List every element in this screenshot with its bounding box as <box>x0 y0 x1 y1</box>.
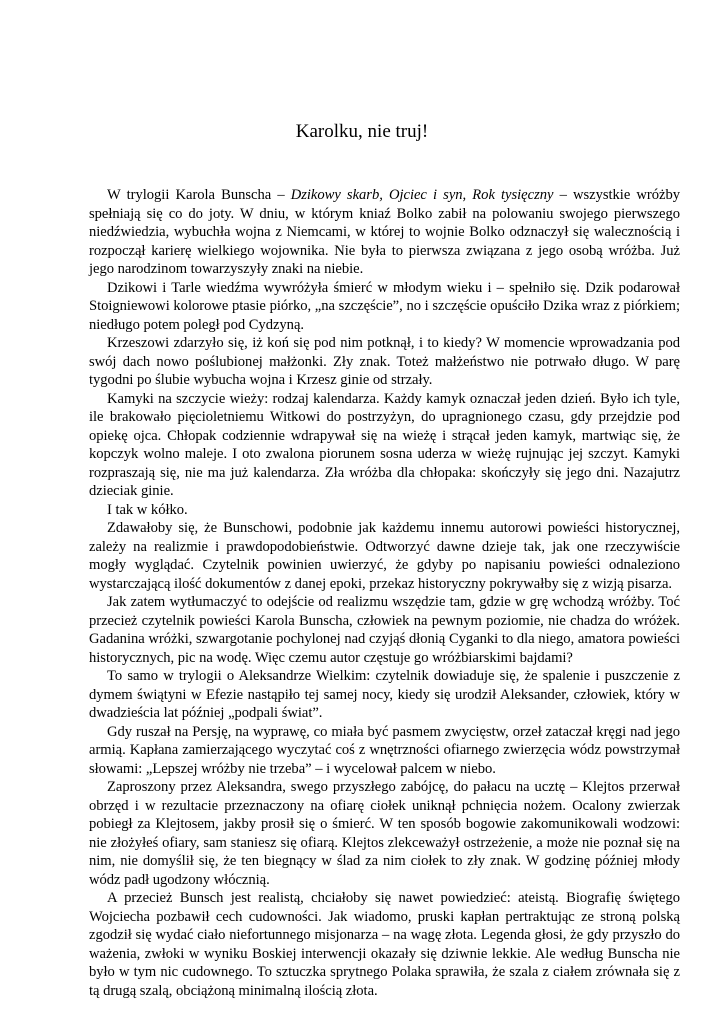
paragraph-11: A przecież Bunsch jest realistą, chciałoby się nawet powiedzieć: ateistą. Biografię świętego Wojciecha pozbawił cech cudowności. Jak wiadomo, pruski kapłan pertraktując ze stroną polską zgodził się wydać ciało niefortunnego misjonarza – na wagę złota. Legenda głosi, że gdy przyszło do ważenia, zwłoki w wyniku Boskiej interwencji okazały się dziwnie lekkie. Ale według Bunscha nie było w tym nic cudownego. To sztuczka sprytnego Polaka sprawiła, że szala z ciałem zrównała się z tą drugą szalą, obciążoną minimalną ilością złota. <box>89 890 680 999</box>
paragraph-1-rest: – wszystkie wróżby spełniają się co do joty. W dniu, w którym kniaź Bolko zabił na polowaniu swojego pierwszego niedźwiedzia, wybuchła wojna z Niemcami, w której to wojnie Bolko odznaczył się walecznością i rozpoczął karierę wielkiego wojownika. Nie była to pierwsza związana z jego osobą wróżba. Już jego narodzinom towarzyszyły znaki na niebie. <box>89 187 680 277</box>
paragraph-5: I tak w kółko. <box>107 501 188 518</box>
paragraph-4: Kamyki na szczycie wieży: rodzaj kalendarza. Każdy kamyk oznaczał jeden dzień. Było ich tyle, ile brakowało pięcioletniemu Witkowi do postrzyżyn, do upragnionego czasu, gdy przejdzie pod opiekę ojca. Chłopak codziennie wdrapywał się na wieżę i strącał jeden kamyk, martwiąc się, że kopczyk wolno maleje. I oto zwalona piorunem sosna uderza w wieżę rujnując jej szczyt. Kamyki rozpraszają się, nie ma już kalendarza. Zła wróżba dla chłopaka: skończyły się jego dni. Nazajutrz dzieciak ginie. <box>89 390 680 499</box>
paragraph-6: Zdawałoby się, że Bunschowi, podobnie jak każdemu innemu autorowi powieści historycznej, zależy na realizmie i prawdopodobieństwie. Odtworzyć dawne dzieje tak, jak one rzeczywiście mogły wyglądać. Czytelnik powinien uwierzyć, że gdyby po napisaniu powieści odnaleziono wystarczającą ilość dokumentów z danej epoki, przekaz historyczny pokrywałby się z wizją pisarza. <box>89 520 680 592</box>
book-titles: Dzikowy skarb, Ojciec i syn, Rok tysięczny <box>290 187 554 203</box>
paragraph-2: Dzikowi i Tarle wiedźma wywróżyła śmierć w młodym wieku i – spełniło się. Dzik podarował Stoigniewowi kolorowe ptasie piórko, „na szczęście”, no i szczęście opuściło Dzika wraz z piórkiem; niedługo potem poległ pod Cydzyną. <box>89 279 680 333</box>
paragraph-8: To samo w trylogii o Aleksandrze Wielkim: czytelnik dowiaduje się, że spalenie i puszczenie z dymem świątyni w Efezie nastąpiło tej samej nocy, kiedy się urodził Aleksander, człowiek, który w dwadzieścia lat później „podpali świat”. <box>89 668 680 721</box>
paragraph-1-intro: W trylogii Karola Bunscha – <box>107 187 291 203</box>
paragraph-10: Zaproszony przez Aleksandra, swego przyszłego zabójcę, do pałacu na ucztę – Klejtos przerwał obrzęd i w rezultacie przeznaczony na ofiarę ciołek uniknął pchnięcia nożem. Ocalony zwierzak pobiegł za Klejtosem, jakby prosił się o śmierć. W ten sposób bogowie zakomunikowali wodzowi: nie złożyłeś ofiary, sam staniesz się ofiarą. Klejtos zlekceważył ostrzeżenie, a może nie poznał się na nim, nie domyślił się, że ten biegnący w ślad za nim ciołek to zły znak. W godzinę później młody wódz padł ugodzony włócznią. <box>89 779 680 888</box>
paragraph-7: Jak zatem wytłumaczyć to odejście od realizmu wszędzie tam, gdzie w grę wchodzą wróżby. Toć przecież czytelnik powieści Karola Bunscha, człowiek na pewnym poziomie, nie chadza do wróżek. Gadanina wróżki, szwargotanie pochylonej nad czyjąś dłonią Cyganki to dla niego, amatora powieści historycznych, pic na wodę. Więc czemu autor częstuje go wróżbiarskimi bajdami? <box>89 594 680 666</box>
article-body <box>89 186 680 1000</box>
paragraph-1 <box>89 186 680 279</box>
paragraph-9: Gdy ruszał na Persję, na wyprawę, co miała być pasmem zwycięstw, orzeł zataczał kręgi nad jego armią. Kapłana zamierzającego wyczytać coś z wnętrzności ofiarnego zwierzęcia wódz powstrzymał słowami: „Lepszej wróżby nie trzeba” – i wycelował palcem w niebo. <box>89 723 680 777</box>
paragraph-3: Krzeszowi zdarzyło się, iż koń się pod nim potknął, i to kiedy? W momencie wprowadzania pod swój dach nowo poślubionej małżonki. Zły znak. Toteż małżeństwo nie potrwało długo. W parę tygodni po ślubie wybucha wojna i Krzesz ginie od strzały. <box>89 335 680 388</box>
page-title: Karolku, nie truj! <box>295 121 429 142</box>
